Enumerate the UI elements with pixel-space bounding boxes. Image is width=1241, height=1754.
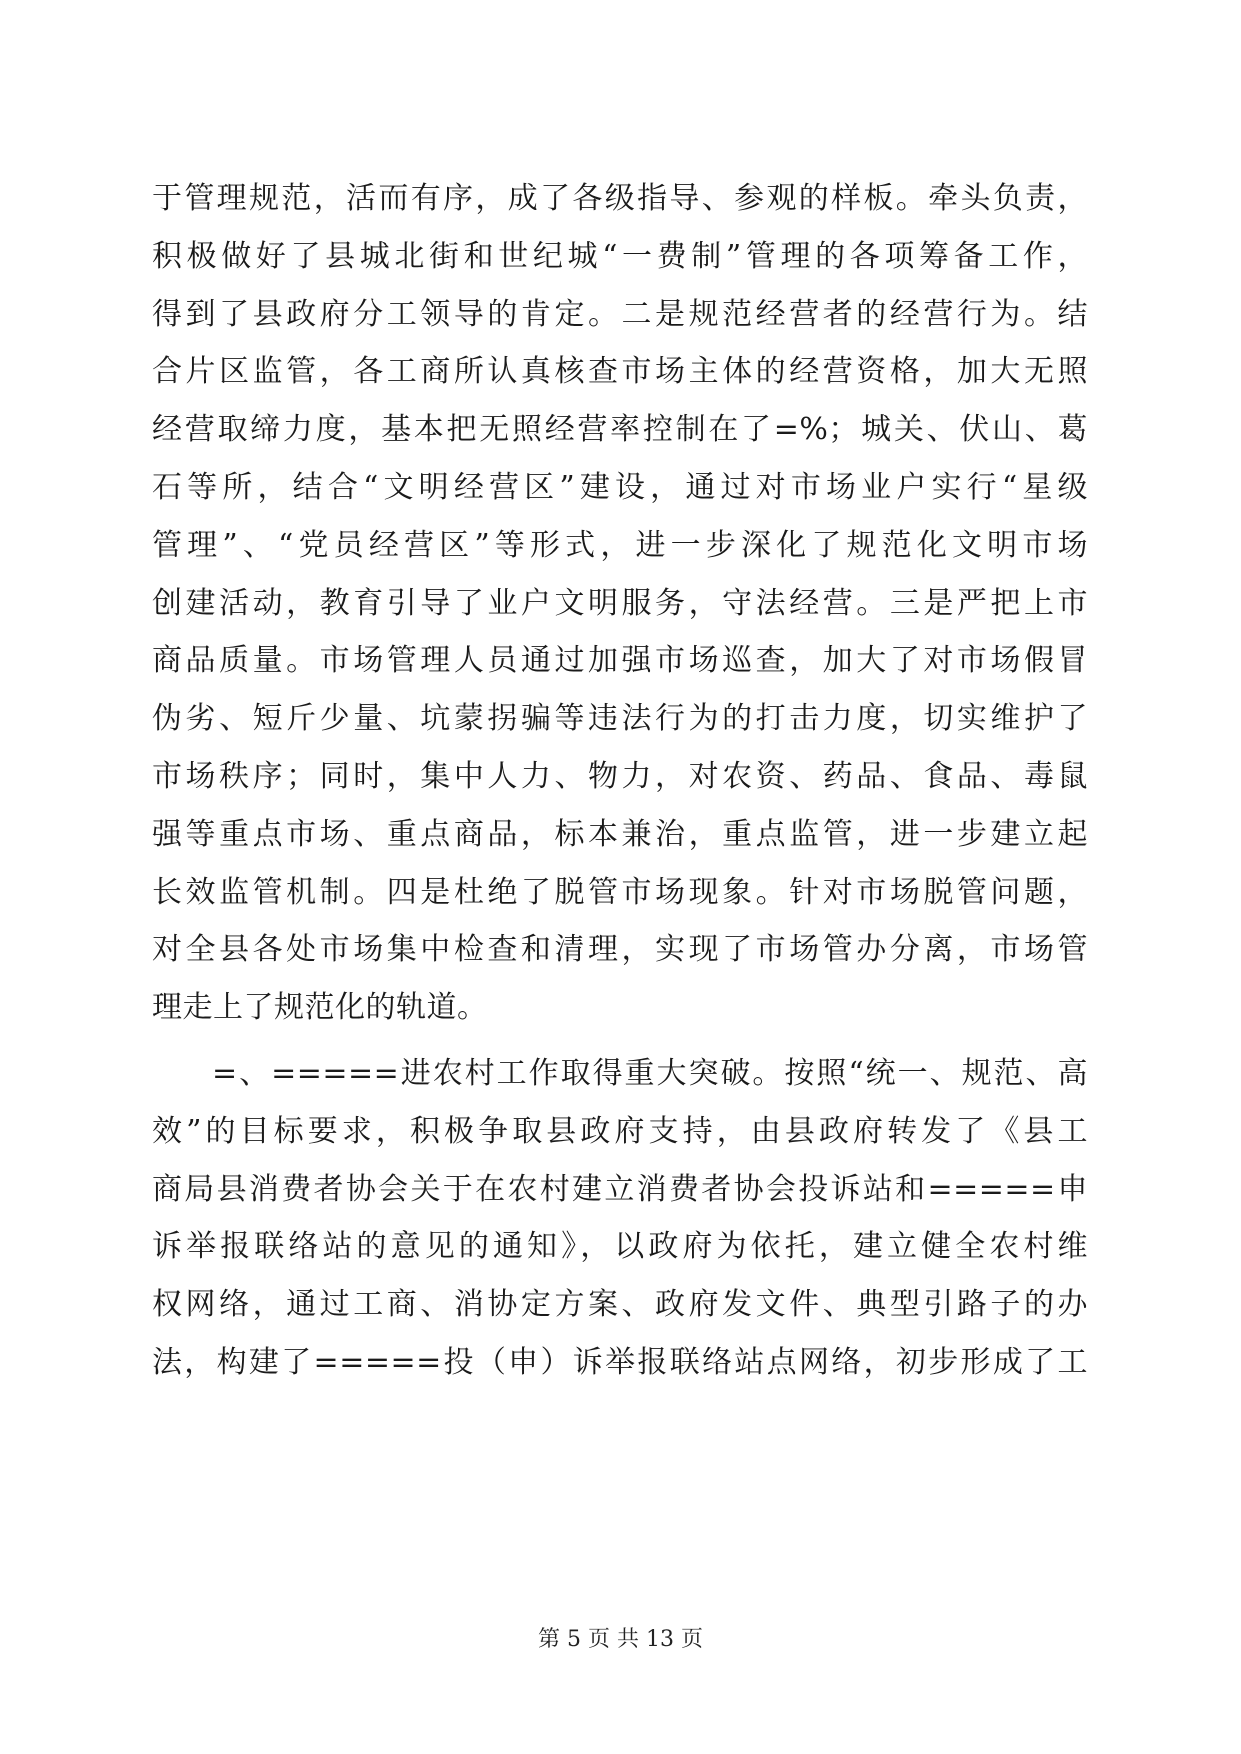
document-body <box>152 170 1088 1392</box>
text-line: 合片区监管，各工商所认真核查市场主体的经营资格，加大无照 <box>152 354 1088 390</box>
text-line: 商局县消费者协会关于在农村建立消费者协会投诉站和=====申 <box>152 1171 1088 1207</box>
text-line: 石等所，结合“文明经营区”建设，通过对市场业户实行“星级 <box>152 469 1088 505</box>
text-line: 于管理规范，活而有序，成了各级指导、参观的样板。牵头负责， <box>152 181 1088 216</box>
text-line: 经营取缔力度，基本把无照经营率控制在了=%；城关、伏山、葛 <box>152 412 1088 448</box>
text-line: 积极做好了县城北街和世纪城“一费制”管理的各项筹备工作， <box>152 238 1088 274</box>
paragraph-1 <box>152 170 1088 1037</box>
text-line: 对全县各处市场集中检查和清理，实现了市场管办分离，市场管 <box>152 932 1088 968</box>
text-line: 市场秩序；同时，集中人力、物力，对农资、药品、食品、毒鼠 <box>152 758 1088 794</box>
text-line: =、=====进农村工作取得重大突破。按照“统一、规范、高 <box>212 1055 1088 1091</box>
paragraph-2 <box>152 1045 1088 1392</box>
text-line: 法，构建了=====投（申）诉举报联络站点网络，初步形成了工 <box>152 1344 1088 1380</box>
text-line: 理走上了规范化的轨道。 <box>152 990 488 1026</box>
text-line: 创建活动，教育引导了业户文明服务，守法经营。三是严把上市 <box>152 585 1088 621</box>
text-line: 权网络，通过工商、消协定方案、政府发文件、典型引路子的办 <box>152 1287 1088 1323</box>
text-line: 伪劣、短斤少量、坑蒙拐骗等违法行为的打击力度，切实维护了 <box>152 701 1088 737</box>
page-number-footer: 第 5 页 共 13 页 <box>538 1627 703 1652</box>
paragraph-gap <box>152 1037 1088 1045</box>
text-line: 诉举报联络站的意见的通知》，以政府为依托，建立健全农村维 <box>152 1229 1088 1265</box>
text-line: 效”的目标要求，积极争取县政府支持，由县政府转发了《县工 <box>152 1113 1088 1149</box>
text-line: 管理”、“党员经营区”等形式，进一步深化了规范化文明市场 <box>152 527 1088 563</box>
text-line: 长效监管机制。四是杜绝了脱管市场现象。针对市场脱管问题， <box>152 874 1088 910</box>
text-line: 强等重点市场、重点商品，标本兼治，重点监管，进一步建立起 <box>152 816 1088 852</box>
text-line: 得到了县政府分工领导的肯定。二是规范经营者的经营行为。结 <box>152 296 1088 332</box>
text-line: 商品质量。市场管理人员通过加强市场巡查，加大了对市场假冒 <box>152 643 1088 679</box>
